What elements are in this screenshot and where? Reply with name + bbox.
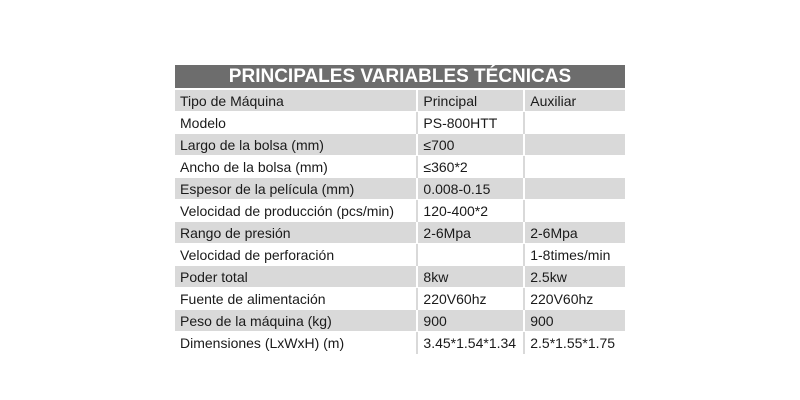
auxiliar-value — [524, 112, 625, 134]
principal-value: 0.008-0.15 — [417, 178, 524, 200]
row-label: Ancho de la bolsa (mm) — [175, 156, 417, 178]
principal-value: 220V60hz — [417, 288, 524, 310]
principal-value: ≤360*2 — [417, 156, 524, 178]
auxiliar-value — [524, 178, 625, 200]
auxiliar-value: Auxiliar — [524, 89, 625, 112]
principal-value: ≤700 — [417, 134, 524, 156]
table-row — [175, 112, 625, 134]
principal-value: 900 — [417, 310, 524, 332]
auxiliar-value: 1-8times/min — [524, 244, 625, 266]
row-label: Modelo — [175, 112, 417, 134]
table-row — [175, 222, 625, 244]
table-row — [175, 178, 625, 200]
row-label: Fuente de alimentación — [175, 288, 417, 310]
table-row — [175, 266, 625, 288]
principal-value: 3.45*1.54*1.34 — [417, 332, 524, 354]
auxiliar-value: 900 — [524, 310, 625, 332]
principal-value: 8kw — [417, 266, 524, 288]
principal-value: 2-6Mpa — [417, 222, 524, 244]
principal-value: PS-800HTT — [417, 112, 524, 134]
row-label: Velocidad de perforación — [175, 244, 417, 266]
table-row — [175, 332, 625, 354]
spec-table — [175, 65, 625, 354]
table-row — [175, 134, 625, 156]
table-row — [175, 244, 625, 266]
row-label: Velocidad de producción (pcs/min) — [175, 200, 417, 222]
auxiliar-value — [524, 134, 625, 156]
table-title-row — [175, 65, 625, 89]
table-row — [175, 288, 625, 310]
auxiliar-value: 2.5kw — [524, 266, 625, 288]
auxiliar-value: 2-6Mpa — [524, 222, 625, 244]
row-label: Poder total — [175, 266, 417, 288]
principal-value — [417, 244, 524, 266]
auxiliar-value: 220V60hz — [524, 288, 625, 310]
auxiliar-value — [524, 200, 625, 222]
row-label: Espesor de la película (mm) — [175, 178, 417, 200]
auxiliar-value — [524, 156, 625, 178]
row-label: Tipo de Máquina — [175, 89, 417, 112]
row-label: Largo de la bolsa (mm) — [175, 134, 417, 156]
table-row — [175, 310, 625, 332]
principal-value: Principal — [417, 89, 524, 112]
table-row — [175, 89, 625, 112]
table-row — [175, 156, 625, 178]
principal-value: 120-400*2 — [417, 200, 524, 222]
row-label: Peso de la máquina (kg) — [175, 310, 417, 332]
table-row — [175, 200, 625, 222]
row-label: Dimensiones (LxWxH) (m) — [175, 332, 417, 354]
table-title: PRINCIPALES VARIABLES TÉCNICAS — [175, 65, 625, 89]
auxiliar-value: 2.5*1.55*1.75 — [524, 332, 625, 354]
row-label: Rango de presión — [175, 222, 417, 244]
